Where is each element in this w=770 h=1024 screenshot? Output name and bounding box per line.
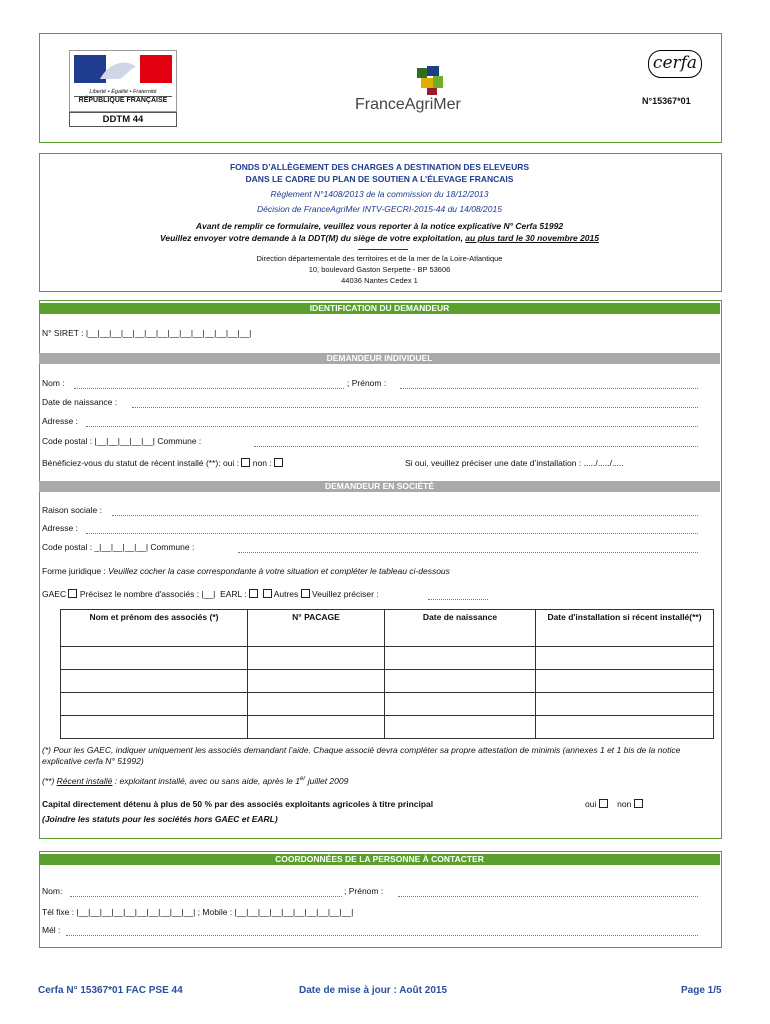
- table-header: N° PACAGE: [248, 610, 385, 647]
- contact-mel-label: Mél :: [42, 925, 61, 935]
- autres-precisez-field[interactable]: [428, 590, 488, 600]
- table-cell[interactable]: [385, 647, 536, 670]
- intro-deadline: au plus tard le 30 novembre 2015: [465, 233, 599, 243]
- contact-nom-label: Nom:: [42, 886, 63, 896]
- associates-table: [60, 609, 714, 739]
- intro-divider: [358, 249, 408, 250]
- note-recent-installe: [42, 776, 348, 786]
- naissance-field[interactable]: [132, 398, 698, 408]
- intro-reglement: Règlement N°1408/2013 de la commission du 18/12/2013: [270, 189, 489, 199]
- footer-page: Page 1/5: [681, 985, 722, 996]
- table-cell[interactable]: [61, 693, 248, 716]
- statut-oui-checkbox[interactable]: [241, 458, 250, 467]
- table-cell[interactable]: [248, 670, 385, 693]
- address-line-2: 10, boulevard Gaston Serpette - BP 53606: [308, 265, 451, 274]
- note2-link: Récent installé: [56, 776, 113, 786]
- autres-precisez: Veuillez préciser :: [312, 589, 379, 599]
- gaec-label: GAEC: [42, 589, 67, 599]
- statut-non-label: non :: [252, 458, 272, 468]
- note2-prefix: (**): [42, 776, 57, 786]
- note2-rest: : exploitant installé, avec ou sans aide, après le 1: [112, 776, 300, 786]
- table-cell[interactable]: [61, 647, 248, 670]
- table-row: [61, 647, 714, 670]
- table-header-row: [61, 610, 714, 647]
- intro-send-text: Veuillez envoyer votre demande à la DDT(M) du siège de votre exploitation,: [160, 233, 466, 243]
- intro-title-2: DANS LE CADRE DU PLAN DE SOUTIEN A L’ÉLEVAGE FRANCAIS: [245, 174, 514, 184]
- earl-checkbox[interactable]: [249, 589, 258, 598]
- individuel-bar: DEMANDEUR INDIVIDUEL: [39, 353, 720, 364]
- adresse-label: Adresse :: [42, 416, 78, 426]
- table-row: [61, 716, 714, 739]
- footer-date: Date de mise à jour : Août 2015: [299, 985, 448, 996]
- societe-commune-field[interactable]: [238, 543, 698, 553]
- marianne-icon: [70, 51, 176, 87]
- statut-text: Bénéficiez-vous du statut de récent installé (**): oui :: [42, 458, 240, 468]
- gaec-checkbox[interactable]: [68, 589, 77, 598]
- table-cell[interactable]: [536, 670, 714, 693]
- address-line-1: Direction départementale des territoires et de la mer de la Loire-Atlantique: [256, 254, 503, 263]
- gaec-precisez[interactable]: Précisez le nombre d'associés : |__|: [79, 589, 216, 599]
- nom-field[interactable]: [74, 379, 344, 389]
- societe-adresse-field[interactable]: [86, 524, 698, 534]
- naissance-label: Date de naissance :: [42, 397, 118, 407]
- note2-end: juillet 2009: [305, 776, 349, 786]
- statut-non-checkbox[interactable]: [274, 458, 283, 467]
- societe-bar: DEMANDEUR EN SOCIÉTÉ: [39, 481, 720, 492]
- raison-field[interactable]: [112, 506, 698, 516]
- table-header: Date d'installation si récent installé(**): [536, 610, 714, 647]
- autres-checkbox[interactable]: [263, 589, 272, 598]
- note-gaec: (*) Pour les GAEC, indiquer uniquement les associés demandant l’aide. Chaque associé devra compléter sa propre attestation de minimis (annexes 1 et 1 bis de la notice explicative cerfa N° 51992): [42, 745, 681, 766]
- raison-label: Raison sociale :: [42, 505, 103, 515]
- franceagrimer-icon: [417, 66, 457, 96]
- capital-non-checkbox[interactable]: [634, 799, 643, 808]
- capital-non-label: non: [617, 799, 632, 809]
- capital-label: Capital directement détenu à plus de 50 % par des associés exploitants agricoles à titre principal: [42, 799, 434, 809]
- republique-logo: [69, 50, 177, 112]
- table-cell[interactable]: [248, 647, 385, 670]
- ddtm-label: DDTM 44: [69, 112, 177, 127]
- table-cell[interactable]: [385, 716, 536, 739]
- code-postal-label[interactable]: Code postal : |__|__|__|__|__| Commune :: [42, 436, 202, 446]
- address-line-3: 44036 Nantes Cedex 1: [341, 276, 418, 285]
- contact-prenom-label: ; Prénom :: [344, 886, 384, 896]
- rf-motto: Liberté • Égalité • Fraternité: [89, 89, 157, 95]
- capital-oui-label: oui: [585, 799, 597, 809]
- intro-send: [39, 233, 720, 243]
- table-cell[interactable]: [248, 716, 385, 739]
- installation-date-field[interactable]: Si oui, veuillez préciser une date d’installation : ...../...../.....: [405, 458, 624, 468]
- forme-options: [42, 589, 379, 599]
- table-cell[interactable]: [536, 647, 714, 670]
- table-cell[interactable]: [385, 693, 536, 716]
- cerfa-logo: [648, 50, 702, 78]
- prenom-label: ; Prénom :: [347, 378, 387, 388]
- agency-name: FranceAgriMer: [355, 96, 461, 113]
- table-cell[interactable]: [385, 670, 536, 693]
- rf-name: RÉPUBLIQUE FRANÇAISE: [74, 96, 172, 104]
- prenom-field[interactable]: [400, 379, 698, 389]
- intro-title-1: FONDS D’ALLÈGEMENT DES CHARGES A DESTINATION DES ELEVEURS: [229, 162, 530, 172]
- table-row: [61, 670, 714, 693]
- table-cell[interactable]: [248, 693, 385, 716]
- societe-code-postal-label[interactable]: Code postal : _|__|__|__|__| Commune :: [42, 542, 195, 552]
- forme-label: Forme juridique :: [42, 566, 109, 576]
- statut-label: [42, 458, 283, 468]
- cerfa-logo-text: cerfa: [652, 53, 698, 73]
- autres-label: Autres: [273, 589, 299, 599]
- footer-cerfa: Cerfa N° 15367*01 FAC PSE 44: [38, 985, 183, 996]
- identification-bar: IDENTIFICATION DU DEMANDEUR: [39, 303, 720, 314]
- contact-bar: COORDONNÉES DE LA PERSONNE À CONTACTER: [39, 854, 720, 865]
- earl-label: EARL :: [220, 589, 247, 599]
- forme-hint: Veuillez cocher la case correspondante à votre situation et compléter le tableau ci-dessous: [108, 566, 450, 576]
- contact-tel-field[interactable]: Tél fixe : |__|__|__|__|__|__|__|__|__|__| ; Mobile : |__|__|__|__|__|__|__|__|__|__|: [42, 907, 354, 917]
- capital-oui-checkbox[interactable]: [599, 799, 608, 808]
- contact-mel-field[interactable]: [66, 926, 698, 936]
- autres-precisez-checkbox[interactable]: [301, 589, 310, 598]
- commune-field[interactable]: [254, 437, 698, 447]
- nom-label: Nom :: [42, 378, 65, 388]
- forme-juridique: [42, 566, 450, 576]
- intro-notice: Avant de remplir ce formulaire, veuillez vous reporter à la notice explicative N° Cerfa 51992: [195, 221, 564, 231]
- societe-adresse-label: Adresse :: [42, 523, 78, 533]
- table-cell[interactable]: [61, 716, 248, 739]
- table-header: Nom et prénom des associés (*): [61, 610, 248, 647]
- table-cell[interactable]: [61, 670, 248, 693]
- form-number: N°15367*01: [642, 96, 691, 106]
- table-row: [61, 693, 714, 716]
- siret-field[interactable]: N° SIRET : |__|__|__|__|__|__|__|__|__|__|__|__|__|__|: [42, 328, 252, 338]
- intro-decision: Décision de FranceAgriMer INTV-GECRI-2015-44 du 14/08/2015: [257, 204, 502, 214]
- note2-sup: er: [300, 776, 306, 783]
- table-cell[interactable]: [536, 693, 714, 716]
- table-cell[interactable]: [536, 716, 714, 739]
- contact-prenom-field[interactable]: [398, 887, 698, 897]
- capital-options: [585, 799, 643, 809]
- table-header: Date de naissance: [385, 610, 536, 647]
- franceagrimer-logo: [355, 66, 485, 116]
- adresse-field[interactable]: [86, 417, 698, 427]
- contact-nom-field[interactable]: [70, 887, 342, 897]
- joindre-statuts: (Joindre les statuts pour les sociétés hors GAEC et EARL): [42, 814, 278, 824]
